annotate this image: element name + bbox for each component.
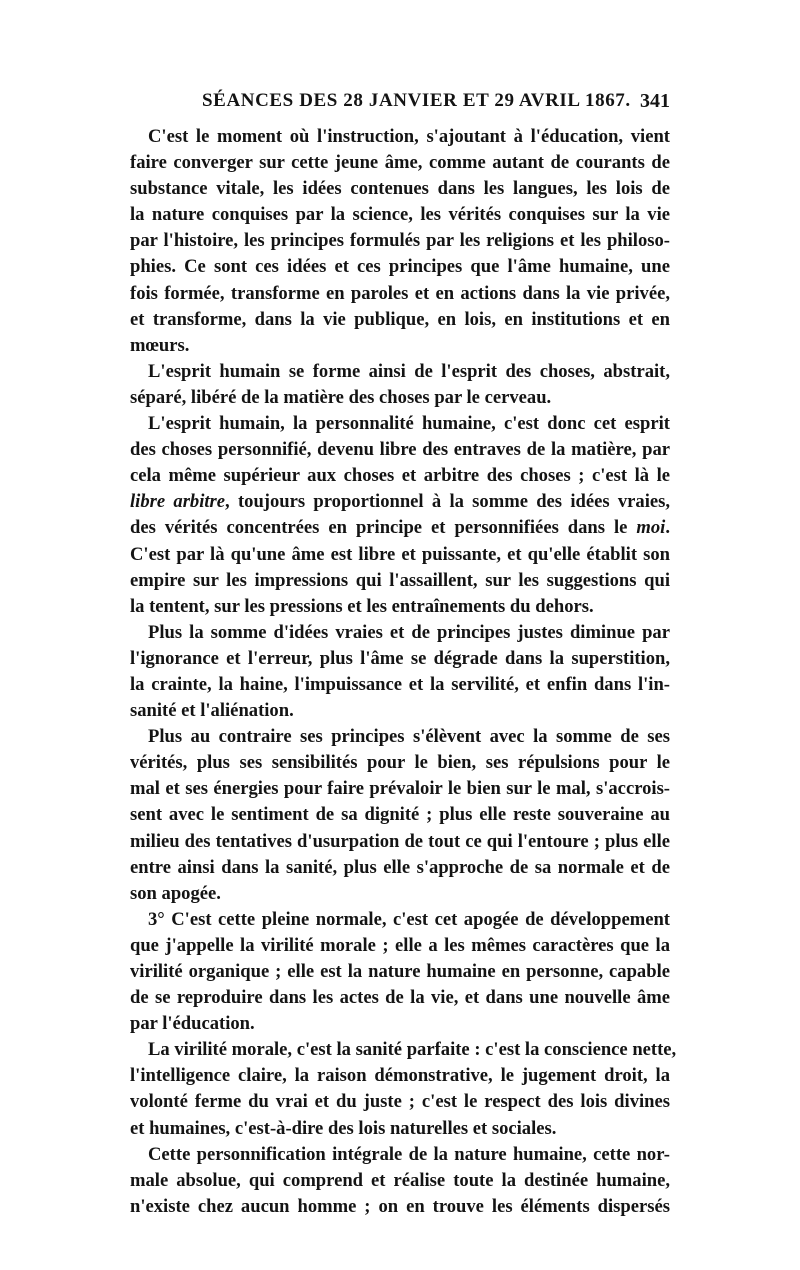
text-line: substance vitale, les idées contenues dans les langues, les lois de <box>130 178 670 200</box>
text-line: male absolue, qui comprend et réalise toute la destinée humaine, <box>130 1169 670 1191</box>
text-line: C'est le moment où l'instruction, s'ajoutant à l'éducation, vient <box>148 126 670 147</box>
text-segment: . <box>665 517 670 539</box>
text-line: empire sur les impressions qui l'assaillent, sur les suggestions qui <box>130 569 670 591</box>
text-line: phies. Ce sont ces idées et ces principes que l'âme humaine, une <box>130 256 670 278</box>
text-line: L'esprit humain se forme ainsi de l'esprit des choses, abstrait, <box>148 360 670 382</box>
running-head: SÉANCES DES 28 JANVIER ET 29 AVRIL 1867. <box>202 90 631 111</box>
text-line <box>130 489 670 515</box>
text-line: des choses personnifié, devenu libre des entraves de la matière, par <box>130 439 670 461</box>
text-line: n'existe chez aucun homme ; on en trouve les éléments dispersés <box>130 1195 670 1217</box>
text-line: de se reproduire dans les actes de la vie, et dans une nouvelle âme <box>130 987 670 1009</box>
text-line: mœurs. <box>130 334 190 356</box>
text-line: vérités, plus ses sensibilités pour le bien, ses répulsions pour le <box>130 752 670 774</box>
text-line: l'ignorance et l'erreur, plus l'âme se dégrade dans la superstition, <box>130 647 670 669</box>
text-line: sent avec le sentiment de sa dignité ; plus elle reste souveraine au <box>130 804 670 826</box>
text-line: l'intelligence claire, la raison démonstrative, le jugement droit, la <box>130 1065 670 1087</box>
text-line: Plus au contraire ses principes s'élèvent avec la somme de ses <box>148 726 670 748</box>
body-text <box>130 124 677 1220</box>
page-header <box>130 90 670 120</box>
text-segment: des vérités concentrées en principe et personnifiées dans le <box>130 517 637 539</box>
text-line: fois formée, transforme en paroles et en actions dans la vie privée, <box>130 282 670 304</box>
text-line: mal et ses énergies pour faire prévaloir le bien sur le mal, s'accrois- <box>130 778 670 800</box>
text-line: son apogée. <box>130 882 221 904</box>
text-line: sanité et l'aliénation. <box>130 700 294 722</box>
text-line: C'est par là qu'une âme est libre et puissante, et qu'elle établit son <box>130 543 670 565</box>
text-line: par l'éducation. <box>130 1013 255 1035</box>
text-line: entre ainsi dans la sanité, plus elle s'approche de sa normale et de <box>130 856 670 878</box>
italic-phrase: moi <box>636 517 666 539</box>
text-line: par l'histoire, les principes formulés par les religions et les philoso- <box>130 230 670 252</box>
text-line: Cette personnification intégrale de la nature humaine, cette nor- <box>148 1143 670 1165</box>
text-line: et humaines, c'est-à-dire des lois naturelles et sociales. <box>130 1117 557 1139</box>
text-line: la tentent, sur les pressions et les entraînements du dehors. <box>130 595 594 617</box>
text-line: volonté ferme du vrai et du juste ; c'est le respect des lois divines <box>130 1091 670 1113</box>
text-line: la nature conquises par la science, les vérités conquises sur la vie <box>130 204 670 226</box>
text-line: 3° C'est cette pleine normale, c'est cet apogée de développement <box>148 908 670 930</box>
text-line: la crainte, la haine, l'impuissance et la servilité, et enfin dans l'in- <box>130 673 670 695</box>
italic-phrase: libre arbitre <box>130 491 226 513</box>
text-line: cela même supérieur aux choses et arbitre des choses ; c'est là le <box>130 465 670 487</box>
text-line: que j'appelle la virilité morale ; elle a les mêmes caractères que la <box>130 934 670 956</box>
page-number: 341 <box>640 90 670 112</box>
text-line: séparé, libéré de la matière des choses par le cerveau. <box>130 386 552 408</box>
text-segment: , toujours proportionnel à la somme des idées vraies, <box>225 491 670 513</box>
text-line: L'esprit humain, la personnalité humaine, c'est donc cet esprit <box>148 413 670 435</box>
text-line: La virilité morale, c'est la sanité parfaite : c'est la conscience nette, <box>148 1039 677 1061</box>
text-line: faire converger sur cette jeune âme, comme autant de courants de <box>130 152 670 174</box>
text-line: milieu des tentatives d'usurpation de tout ce qui l'entoure ; plus elle <box>130 830 670 852</box>
text-line: Plus la somme d'idées vraies et de principes justes diminue par <box>148 621 670 643</box>
text-line: virilité organique ; elle est la nature humaine en personne, capable <box>130 961 670 982</box>
text-line: et transforme, dans la vie publique, en lois, en institutions et en <box>130 308 670 330</box>
text-line <box>130 515 670 541</box>
